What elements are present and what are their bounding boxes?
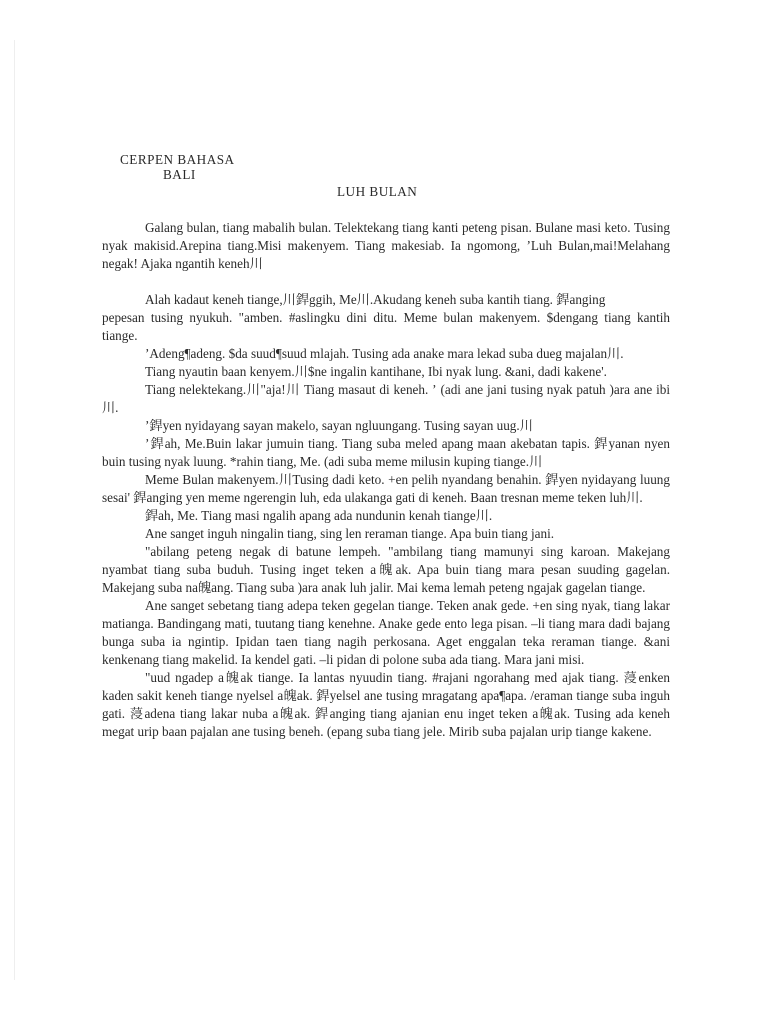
paragraph: Ane sanget sebetang tiang adepa teken gegelan tiange. Teken anak gede. +en sing nyak, tiang lakar matianga. Bandingang mati, tuutang tiang kenehne. Anake gede ento lega pisan. –li tiang mara dadi bajang bunga suba ia ngintip. Ipidan taen tiang nagih perkosana. Aget enggalan teka reraman tiange. &ani kenkenang tiang makelid. Ia kendel gati. –li pidan di polone suba ada tiang. Mara jani misi. (102, 598, 670, 667)
paragraph: Galang bulan, tiang mabalih bulan. Telektekang tiang kanti peteng pisan. Bulane masi keto. Tusing nyak makisid.Arepina tiang.Misi makenyem. Tiang makesiab. Ia ngomong, ʼLuh Bulan,mai!Melahang negak! Ajaka ngantih keneh川 (102, 220, 670, 271)
story-body (102, 219, 670, 741)
header-line-2: BALI (163, 167, 196, 182)
paragraph: Meme Bulan makenyem.川Tusing dadi keto. +en pelih nyandang benahin. 銲yen nyidayang luung sesai' 銲anging yen meme ngerengin luh, eda ulakanga gati di keneh. Baan tresnan meme teken luh川. (102, 472, 670, 505)
paragraph: ʼAdeng¶adeng. $da suud¶suud mlajah. Tusing ada anake mara lekad suba dueg majalan川. (145, 346, 624, 361)
story-title: LUH BULAN (337, 184, 418, 199)
paragraph: pepesan tusing nyukuh. "amben. #aslingku dini ditu. Meme bulan makenyem. $dengang tiang kantih tiange. (102, 310, 670, 343)
paragraph: Tiang nelektekang.川"aja!川 Tiang masaut di keneh. ʼ (adi ane jani tusing nyak patuh )ara ane ibi川. (102, 382, 670, 415)
paragraph: ʼ銲yen nyidayang sayan makelo, sayan ngluungang. Tusing sayan uug.川 (145, 418, 533, 433)
page-edge-divider (14, 40, 15, 980)
header-line-1: CERPEN BAHASA (120, 152, 235, 167)
paragraph: Alah kadaut keneh tiange,川銲ggih, Me川.Akudang keneh suba kantih tiang. 銲anging (145, 292, 606, 307)
paragraph: Tiang nyautin baan kenyem.川$ne ingalin kantihane, Ibi nyak lung. &ani, dadi kakene'. (145, 364, 607, 379)
paragraph: ʼ銲ah, Me.Buin lakar jumuin tiang. Tiang suba meled apang maan akebatan tapis. 銲yanan nyen buin tusing nyak luung. *rahin tiang, Me. (adi suba meme milusin kuping tiange.川 (102, 436, 670, 469)
paragraph: 銲ah, Me. Tiang masi ngalih apang ada nundunin kenah tiange川. (145, 508, 493, 523)
paragraph: "uud ngadep a魄ak tiange. Ia lantas nyuudin tiang. #rajani ngorahang med ajak tiang. 蓡enken kaden sakit keneh tiange nyelsel a魄ak. 銲yelsel ane tusing mragatang apa¶apa. /eraman tiange suba inguh gati. 蓡adena tiang lakar nuba a魄ak. 銲anging tiang ajanian enu inget teken a魄ak. Tusing ada keneh megat urip baan pajalan ane tusing beneh. (epang suba tiang jele. Mirib suba pajalan urip tiange kakene. (102, 670, 670, 739)
paragraph: Ane sanget inguh ningalin tiang, sing len reraman tiange. Apa buin tiang jani. (145, 526, 555, 541)
paragraph: "abilang peteng negak di batune lempeh. "ambilang tiang mamunyi sing karoan. Makejang nyambat tiang suba buduh. Tusing inget teken a魄ak. Apa buin tiang mara pesan suuding gagelan. Makejang suba na魄ang. Tiang suba )ara anak luh jalir. Mai kema lemah peteng ngajak gagelan tiange. (102, 544, 670, 595)
